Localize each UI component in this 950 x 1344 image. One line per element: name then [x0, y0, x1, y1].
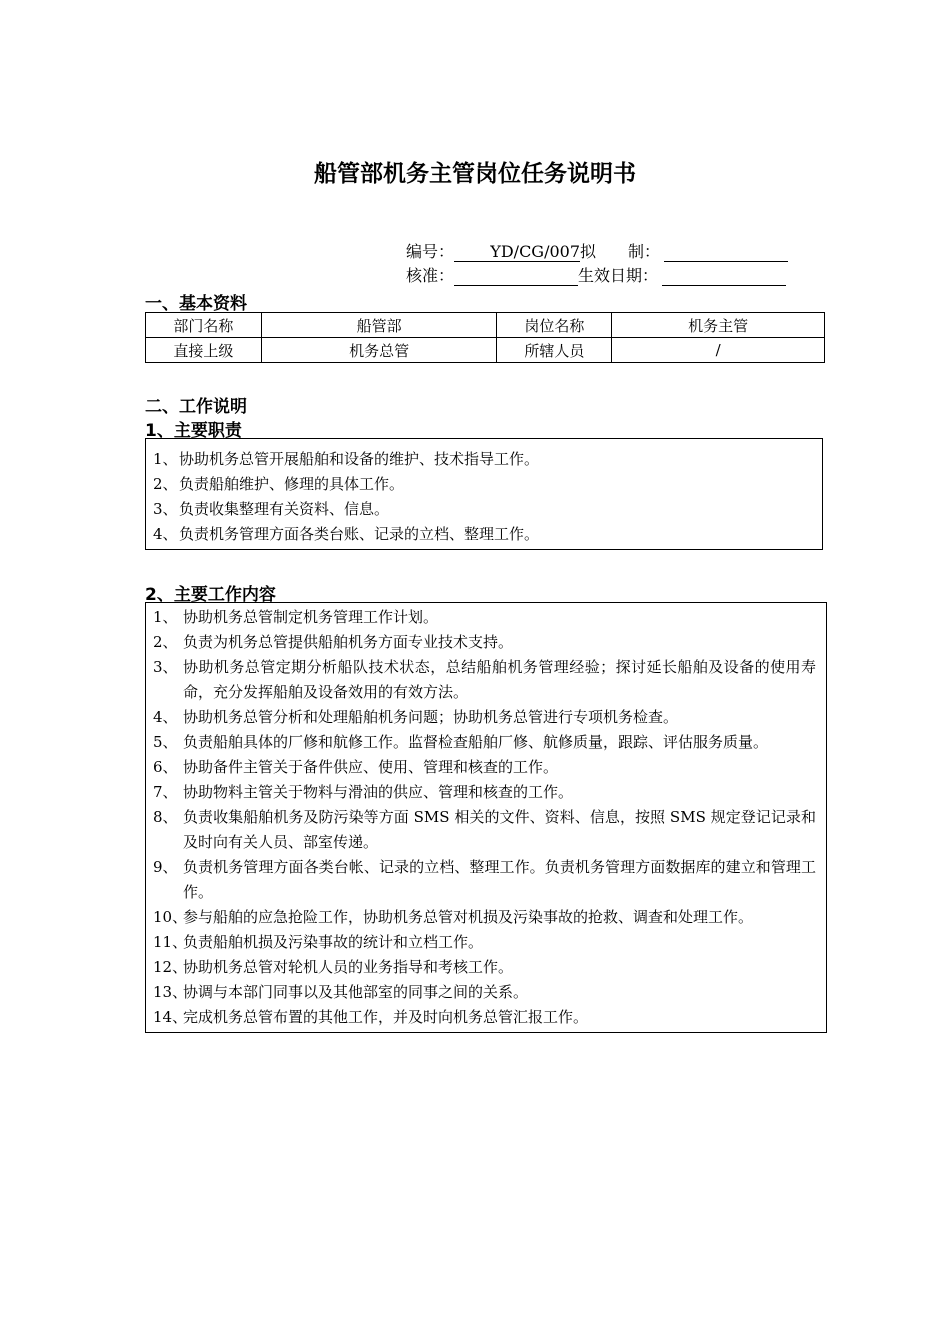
item-number: 3、: [153, 658, 178, 676]
list-item: [146, 805, 816, 855]
item-number: 4、: [153, 525, 178, 543]
duties-box: [145, 438, 823, 550]
item-number: 13、: [153, 983, 188, 1001]
item-text: 负责机务管理方面各类台帐、记录的立档、整理工作。负责机务管理方面数据库的建立和管理工作。: [183, 858, 816, 901]
item-number: 3、: [153, 500, 178, 518]
table-cell: /: [612, 338, 825, 363]
work-content-box: [145, 602, 827, 1033]
item-text: 协调与本部门同事以及其他部室的同事之间的关系。: [183, 983, 529, 1001]
item-text: 协助机务总管对轮机人员的业务指导和考核工作。: [183, 958, 514, 976]
list-item: [146, 605, 816, 630]
item-number: 6、: [153, 758, 178, 776]
list-item: [146, 705, 816, 730]
table-cell: 部门名称: [146, 313, 262, 338]
section1-heading: 一、基本资料: [145, 294, 247, 314]
code-value: YD/CG/007: [454, 242, 580, 262]
effective-date-field: [662, 266, 786, 286]
item-text: 协助机务总管开展船舶和设备的维护、技术指导工作。: [179, 450, 540, 468]
list-item: [146, 730, 816, 755]
item-number: 8、: [153, 808, 178, 826]
table-cell: 船管部: [261, 313, 497, 338]
list-item: [146, 472, 822, 497]
item-number: 4、: [153, 708, 178, 726]
item-number: 1、: [153, 608, 178, 626]
item-text: 协助物料主管关于物料与滑油的供应、管理和核查的工作。: [183, 783, 574, 801]
item-text: 负责船舶机损及污染事故的统计和立档工作。: [183, 933, 484, 951]
item-text: 协助机务总管定期分析船队技术状态，总结船舶机务管理经验；探讨延长船舶及设备的使用寿命，充分发挥船舶及设备效用的有效方法。: [183, 658, 816, 701]
item-number: 10、: [153, 908, 188, 926]
section2-heading: 二、工作说明: [145, 397, 247, 417]
list-item: [146, 630, 816, 655]
item-number: 2、: [153, 475, 178, 493]
item-number: 5、: [153, 733, 178, 751]
item-number: 1、: [153, 450, 178, 468]
list-item: [146, 655, 816, 705]
list-item: [146, 955, 816, 980]
item-text: 协助机务总管分析和处理船舶机务问题；协助机务总管进行专项机务检查。: [183, 708, 679, 726]
sub2-heading: 2、主要工作内容: [145, 585, 276, 605]
list-item: [146, 980, 816, 1005]
basic-info-table: [145, 312, 825, 363]
list-item: [146, 1005, 816, 1030]
list-item: [146, 930, 816, 955]
item-text: 负责收集船舶机务及防污染等方面 SMS 相关的文件、资料、信息，按照 SMS 规定登记记录和及时向有关人员、部室传递。: [183, 808, 816, 851]
list-item: [146, 447, 822, 472]
item-text: 负责收集整理有关资料、信息。: [179, 500, 390, 518]
list-item: [146, 855, 816, 905]
item-text: 负责为机务总管提供船舶机务方面专业技术支持。: [183, 633, 514, 651]
list-item: [146, 905, 816, 930]
item-number: 12、: [153, 958, 188, 976]
table-row: [146, 338, 825, 363]
approve-field: [454, 266, 578, 286]
table-cell: 机务主管: [612, 313, 825, 338]
effective-label: 生效日期：: [578, 266, 659, 285]
table-row: [146, 313, 825, 338]
item-text: 负责船舶维护、修理的具体工作。: [179, 475, 405, 493]
table-cell: 直接上级: [146, 338, 262, 363]
item-text: 负责船舶具体的厂修和航修工作。监督检查船舶厂修、航修质量，跟踪、评估服务质量。: [183, 733, 769, 751]
meta-row-code: [406, 242, 788, 262]
item-text: 协助机务总管制定机务管理工作计划。: [183, 608, 439, 626]
table-cell: 机务总管: [261, 338, 497, 363]
item-text: 负责机务管理方面各类台账、记录的立档、整理工作。: [179, 525, 540, 543]
code-label: 编号：: [406, 242, 455, 261]
item-number: 2、: [153, 633, 178, 651]
approve-label: 核准：: [406, 266, 455, 285]
item-number: 9、: [153, 858, 178, 876]
drafter-field: [664, 242, 788, 262]
item-text: 协助备件主管关于备件供应、使用、管理和核查的工作。: [183, 758, 559, 776]
item-number: 14、: [153, 1008, 188, 1026]
document-title: 船管部机务主管岗位任务说明书: [314, 161, 636, 187]
table-cell: 岗位名称: [497, 313, 612, 338]
meta-row-approve: [406, 266, 786, 286]
item-text: 参与船舶的应急抢险工作，协助机务总管对机损及污染事故的抢救、调查和处理工作。: [183, 908, 754, 926]
item-number: 7、: [153, 783, 178, 801]
sub1-heading: 1、主要职责: [145, 421, 242, 441]
table-cell: 所辖人员: [497, 338, 612, 363]
item-text: 完成机务总管布置的其他工作，并及时向机务总管汇报工作。: [183, 1008, 589, 1026]
list-item: [146, 780, 816, 805]
item-number: 11、: [153, 933, 188, 951]
list-item: [146, 497, 822, 522]
drafter-label: 拟 制：: [580, 242, 661, 261]
list-item: [146, 755, 816, 780]
list-item: [146, 522, 822, 547]
